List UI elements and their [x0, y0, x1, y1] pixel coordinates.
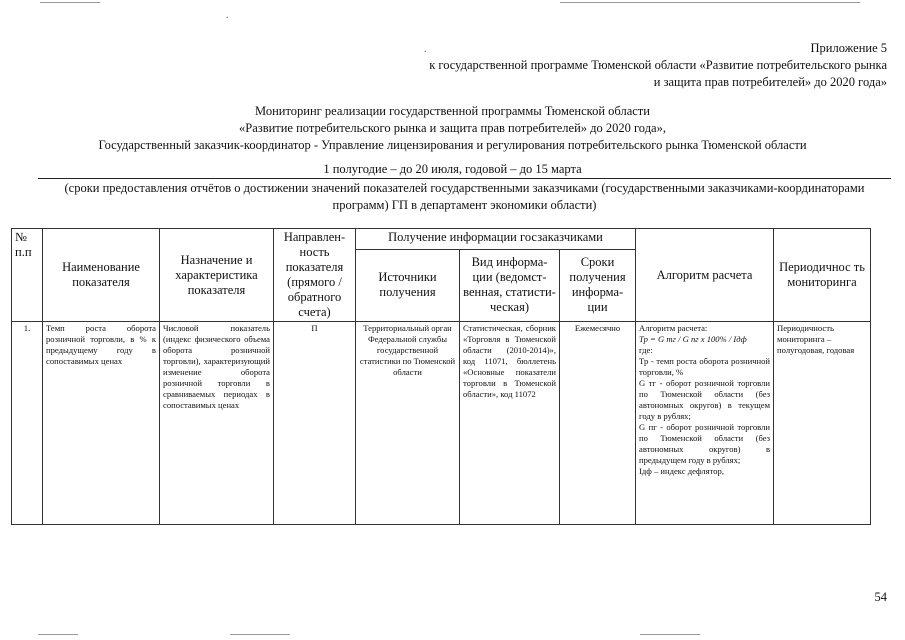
- header-purpose: Назначение и характеристика показателя: [160, 229, 274, 322]
- customer-line: Государственный заказчик-координатор - Управление лицензирования и регулирования потребительского рынка Тюменской области: [98, 138, 807, 152]
- algorithm-definition: Iдф – индекс дефлятор,: [639, 466, 725, 476]
- appendix-caption: [429, 40, 887, 91]
- header-deadlines: Сроки получения информа-ции: [560, 249, 636, 321]
- algorithm-intro: Алгоритм расчета:: [639, 323, 708, 333]
- scan-artifact: [38, 634, 78, 635]
- monitoring-table: [11, 228, 871, 525]
- table-row: [12, 322, 871, 525]
- appendix-program-line: и защита прав потребителей» до 2020 года»: [653, 75, 887, 89]
- header-direction: Направлен-ность показателя (прямого /обратного счета): [274, 229, 356, 322]
- algorithm-formula: Тр = G тг / G пг х 100% / Iдф: [639, 334, 747, 344]
- row-direction: П: [274, 322, 356, 525]
- header-algorithm: Алгоритм расчета: [636, 229, 774, 322]
- scan-artifact: [560, 2, 860, 3]
- algorithm-definition: G тг - оборот розничной торговли по Тюменской области (без автономных округов) в текущем году в рублях;: [639, 378, 771, 421]
- title-line: «Развитие потребительского рынка и защита прав потребителей» до 2020 года»,: [239, 121, 666, 135]
- appendix-program-line: к государственной программе Тюменской области «Развитие потребительского рынка: [429, 58, 887, 72]
- header-periodicity: Периодичнос ть мониторинга: [774, 229, 871, 322]
- header-name: Наименование показателя: [43, 229, 160, 322]
- scan-artifact: [40, 2, 100, 3]
- header-group: Получение информации госзаказчиками: [356, 229, 636, 250]
- row-purpose: Числовой показатель (индекс физического объема оборота розничной торговли), характеризующий изменение оборота розничной торговли в сравниваемых периодах в сопоставимых ценах: [160, 322, 274, 525]
- row-sources: Территориальный орган Федеральной службы государственной статистики по Тюменской области: [356, 322, 460, 525]
- reporting-periods: 1 полугодие – до 20 июля, годовой – до 15 марта: [323, 162, 582, 176]
- header-sources: Источники получения: [356, 249, 460, 321]
- header-info-type: Вид информа-ции (ведомст-венная, статисти-ческая): [460, 249, 560, 321]
- underline-rule: [38, 178, 891, 179]
- header-num: № п.п: [12, 229, 43, 322]
- scan-speck: .: [226, 10, 229, 21]
- algorithm-where: где:: [639, 345, 653, 355]
- reporting-note: (сроки предоставления отчётов о достижении значений показателей государственными заказчиками (государственными заказчиками-координаторами программ) ГП в департамент экономики области): [64, 181, 865, 212]
- algorithm-definition: G пг - оборот розничной торговли по Тюменской области (без автономных округов) в предыдущем году в рублях;: [639, 422, 771, 465]
- scan-speck: .: [424, 44, 427, 55]
- row-periodicity: Периодичность мониторинга – полугодовая, годовая: [774, 322, 871, 525]
- row-deadlines: Ежемесячно: [560, 322, 636, 525]
- row-num: 1.: [12, 322, 43, 525]
- appendix-number: Приложение 5: [810, 41, 887, 55]
- scan-artifact: [640, 634, 700, 635]
- table-header-row: [12, 229, 871, 250]
- scan-artifact: [230, 634, 290, 635]
- algorithm-definition: Тр - темп роста оборота розничной торговли, %: [639, 356, 771, 377]
- row-info-type: Статистическая, сборник «Торговля в Тюменской области (2010-2014)», код 11071, бюллетень «Основные показатели торговли в Тюменской области», код 11072: [460, 322, 560, 525]
- title-line: Мониторинг реализации государственной программы Тюменской области: [255, 104, 650, 118]
- document-title: [0, 103, 905, 154]
- page-number: 54: [874, 590, 887, 604]
- row-name: Темп роста оборота розничной торговли, в % к предыдущему году в сопоставимых ценах: [43, 322, 160, 525]
- row-algorithm: [636, 322, 774, 525]
